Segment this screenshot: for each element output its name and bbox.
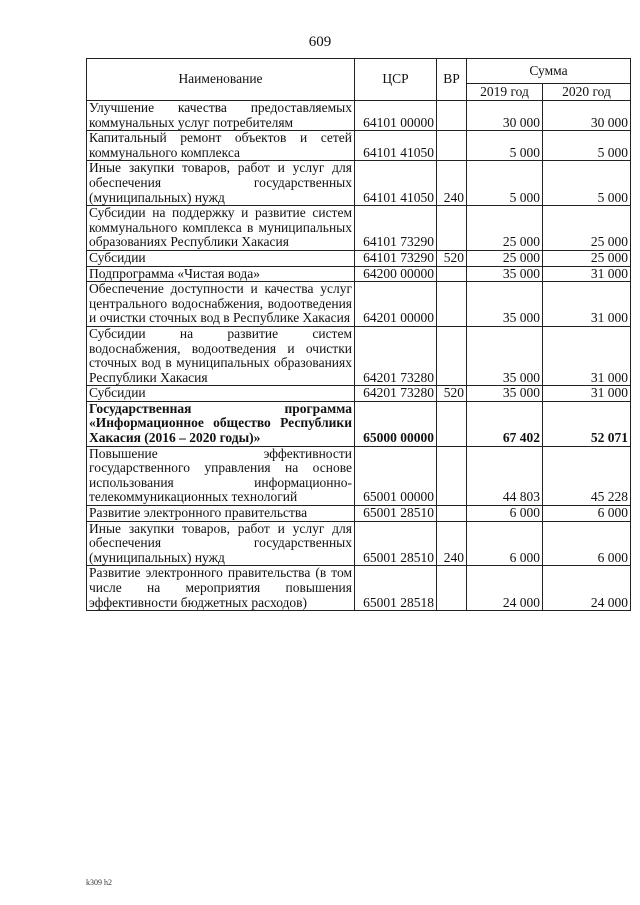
table-row (87, 131, 631, 161)
row-vr (437, 446, 467, 505)
row-sum-2019: 35 000 (467, 282, 543, 327)
row-sum-2020: 6 000 (543, 521, 631, 566)
row-sum-2020: 25 000 (543, 206, 631, 251)
row-vr (437, 282, 467, 327)
budget-table (86, 58, 631, 611)
row-csr: 64101 73290 (355, 250, 437, 266)
row-name: Подпрограмма «Чистая вода» (87, 266, 355, 282)
row-csr: 64201 73280 (355, 326, 437, 385)
row-name: Развитие электронного правительства (87, 506, 355, 522)
row-csr: 65001 28510 (355, 521, 437, 566)
header-vr: ВР (437, 59, 467, 101)
row-sum-2019: 24 000 (467, 566, 543, 611)
row-sum-2020: 5 000 (543, 161, 631, 206)
row-csr: 64200 00000 (355, 266, 437, 282)
row-name: Иные закупки товаров, работ и услуг для обеспечения государственных (муниципальных) нужд (87, 521, 355, 566)
table-row (87, 101, 631, 131)
table-row (87, 161, 631, 206)
row-sum-2019: 6 000 (467, 521, 543, 566)
row-csr: 64101 73290 (355, 206, 437, 251)
row-vr: 240 (437, 161, 467, 206)
row-sum-2020: 31 000 (543, 326, 631, 385)
row-sum-2019: 5 000 (467, 161, 543, 206)
row-name: Иные закупки товаров, работ и услуг для обеспечения государственных (муниципальных) нужд (87, 161, 355, 206)
row-vr: 520 (437, 386, 467, 402)
page-number: 609 (308, 34, 332, 50)
row-sum-2019: 35 000 (467, 326, 543, 385)
table-row (87, 401, 631, 446)
row-csr: 64101 00000 (355, 101, 437, 131)
row-sum-2020: 45 228 (543, 446, 631, 505)
header-csr: ЦСР (355, 59, 437, 101)
row-sum-2020: 30 000 (543, 101, 631, 131)
row-sum-2019: 67 402 (467, 401, 543, 446)
row-sum-2019: 35 000 (467, 266, 543, 282)
row-sum-2020: 31 000 (543, 386, 631, 402)
row-csr: 65001 00000 (355, 446, 437, 505)
row-name: Субсидии на поддержку и развитие систем коммунального комплекса в муниципальных образованиях Республики Хакасия (87, 206, 355, 251)
table-row (87, 386, 631, 402)
header-name: Наименование (87, 59, 355, 101)
header-year-2019: 2019 год (467, 84, 543, 101)
row-csr: 65000 00000 (355, 401, 437, 446)
row-sum-2020: 25 000 (543, 250, 631, 266)
row-sum-2019: 25 000 (467, 250, 543, 266)
row-csr: 64101 41050 (355, 131, 437, 161)
row-vr (437, 131, 467, 161)
table-row (87, 206, 631, 251)
row-name: Субсидии на развитие систем водоснабжения, водоотведения и очистки сточных вод в муниципальных образованиях Республики Хакасия (87, 326, 355, 385)
row-vr (437, 401, 467, 446)
row-sum-2020: 24 000 (543, 566, 631, 611)
table-row (87, 446, 631, 505)
row-sum-2020: 6 000 (543, 506, 631, 522)
table-row (87, 506, 631, 522)
header-sum: Сумма (467, 59, 631, 84)
row-vr (437, 206, 467, 251)
table-row (87, 266, 631, 282)
row-name: Повышение эффективности государственного управления на основе использования информационно-телекоммуникационных технологий (87, 446, 355, 505)
row-name: Обеспечение доступности и качества услуг центрального водоснабжения, водоотведения и очистки сточных вод в Республике Хакасия (87, 282, 355, 327)
row-name: Субсидии (87, 250, 355, 266)
row-csr: 65001 28518 (355, 566, 437, 611)
row-sum-2019: 6 000 (467, 506, 543, 522)
row-sum-2020: 31 000 (543, 282, 631, 327)
table-row (87, 326, 631, 385)
footer-code: k309 h2 (86, 878, 112, 887)
table-row (87, 250, 631, 266)
row-csr: 64101 41050 (355, 161, 437, 206)
row-sum-2019: 30 000 (467, 101, 543, 131)
row-csr: 65001 28510 (355, 506, 437, 522)
row-vr (437, 326, 467, 385)
row-name: Субсидии (87, 386, 355, 402)
row-csr: 64201 73280 (355, 386, 437, 402)
row-sum-2019: 5 000 (467, 131, 543, 161)
row-sum-2020: 5 000 (543, 131, 631, 161)
row-vr (437, 566, 467, 611)
row-vr (437, 101, 467, 131)
header-year-2020: 2020 год (543, 84, 631, 101)
row-sum-2019: 25 000 (467, 206, 543, 251)
row-name: Улучшение качества предоставляемых коммунальных услуг потребителям (87, 101, 355, 131)
row-csr: 64201 00000 (355, 282, 437, 327)
table-row (87, 282, 631, 327)
row-sum-2019: 35 000 (467, 386, 543, 402)
row-name: Государственная программа «Информационное общество Республики Хакасия (2016 – 2020 годы)» (87, 401, 355, 446)
row-name: Капитальный ремонт объектов и сетей коммунального комплекса (87, 131, 355, 161)
row-sum-2020: 52 071 (543, 401, 631, 446)
row-sum-2019: 44 803 (467, 446, 543, 505)
row-name: Развитие электронного правительства (в том числе на мероприятия повышения эффективности бюджетных расходов) (87, 566, 355, 611)
row-vr: 520 (437, 250, 467, 266)
row-vr: 240 (437, 521, 467, 566)
row-vr (437, 266, 467, 282)
row-vr (437, 506, 467, 522)
table-row (87, 521, 631, 566)
row-sum-2020: 31 000 (543, 266, 631, 282)
table-row (87, 566, 631, 611)
